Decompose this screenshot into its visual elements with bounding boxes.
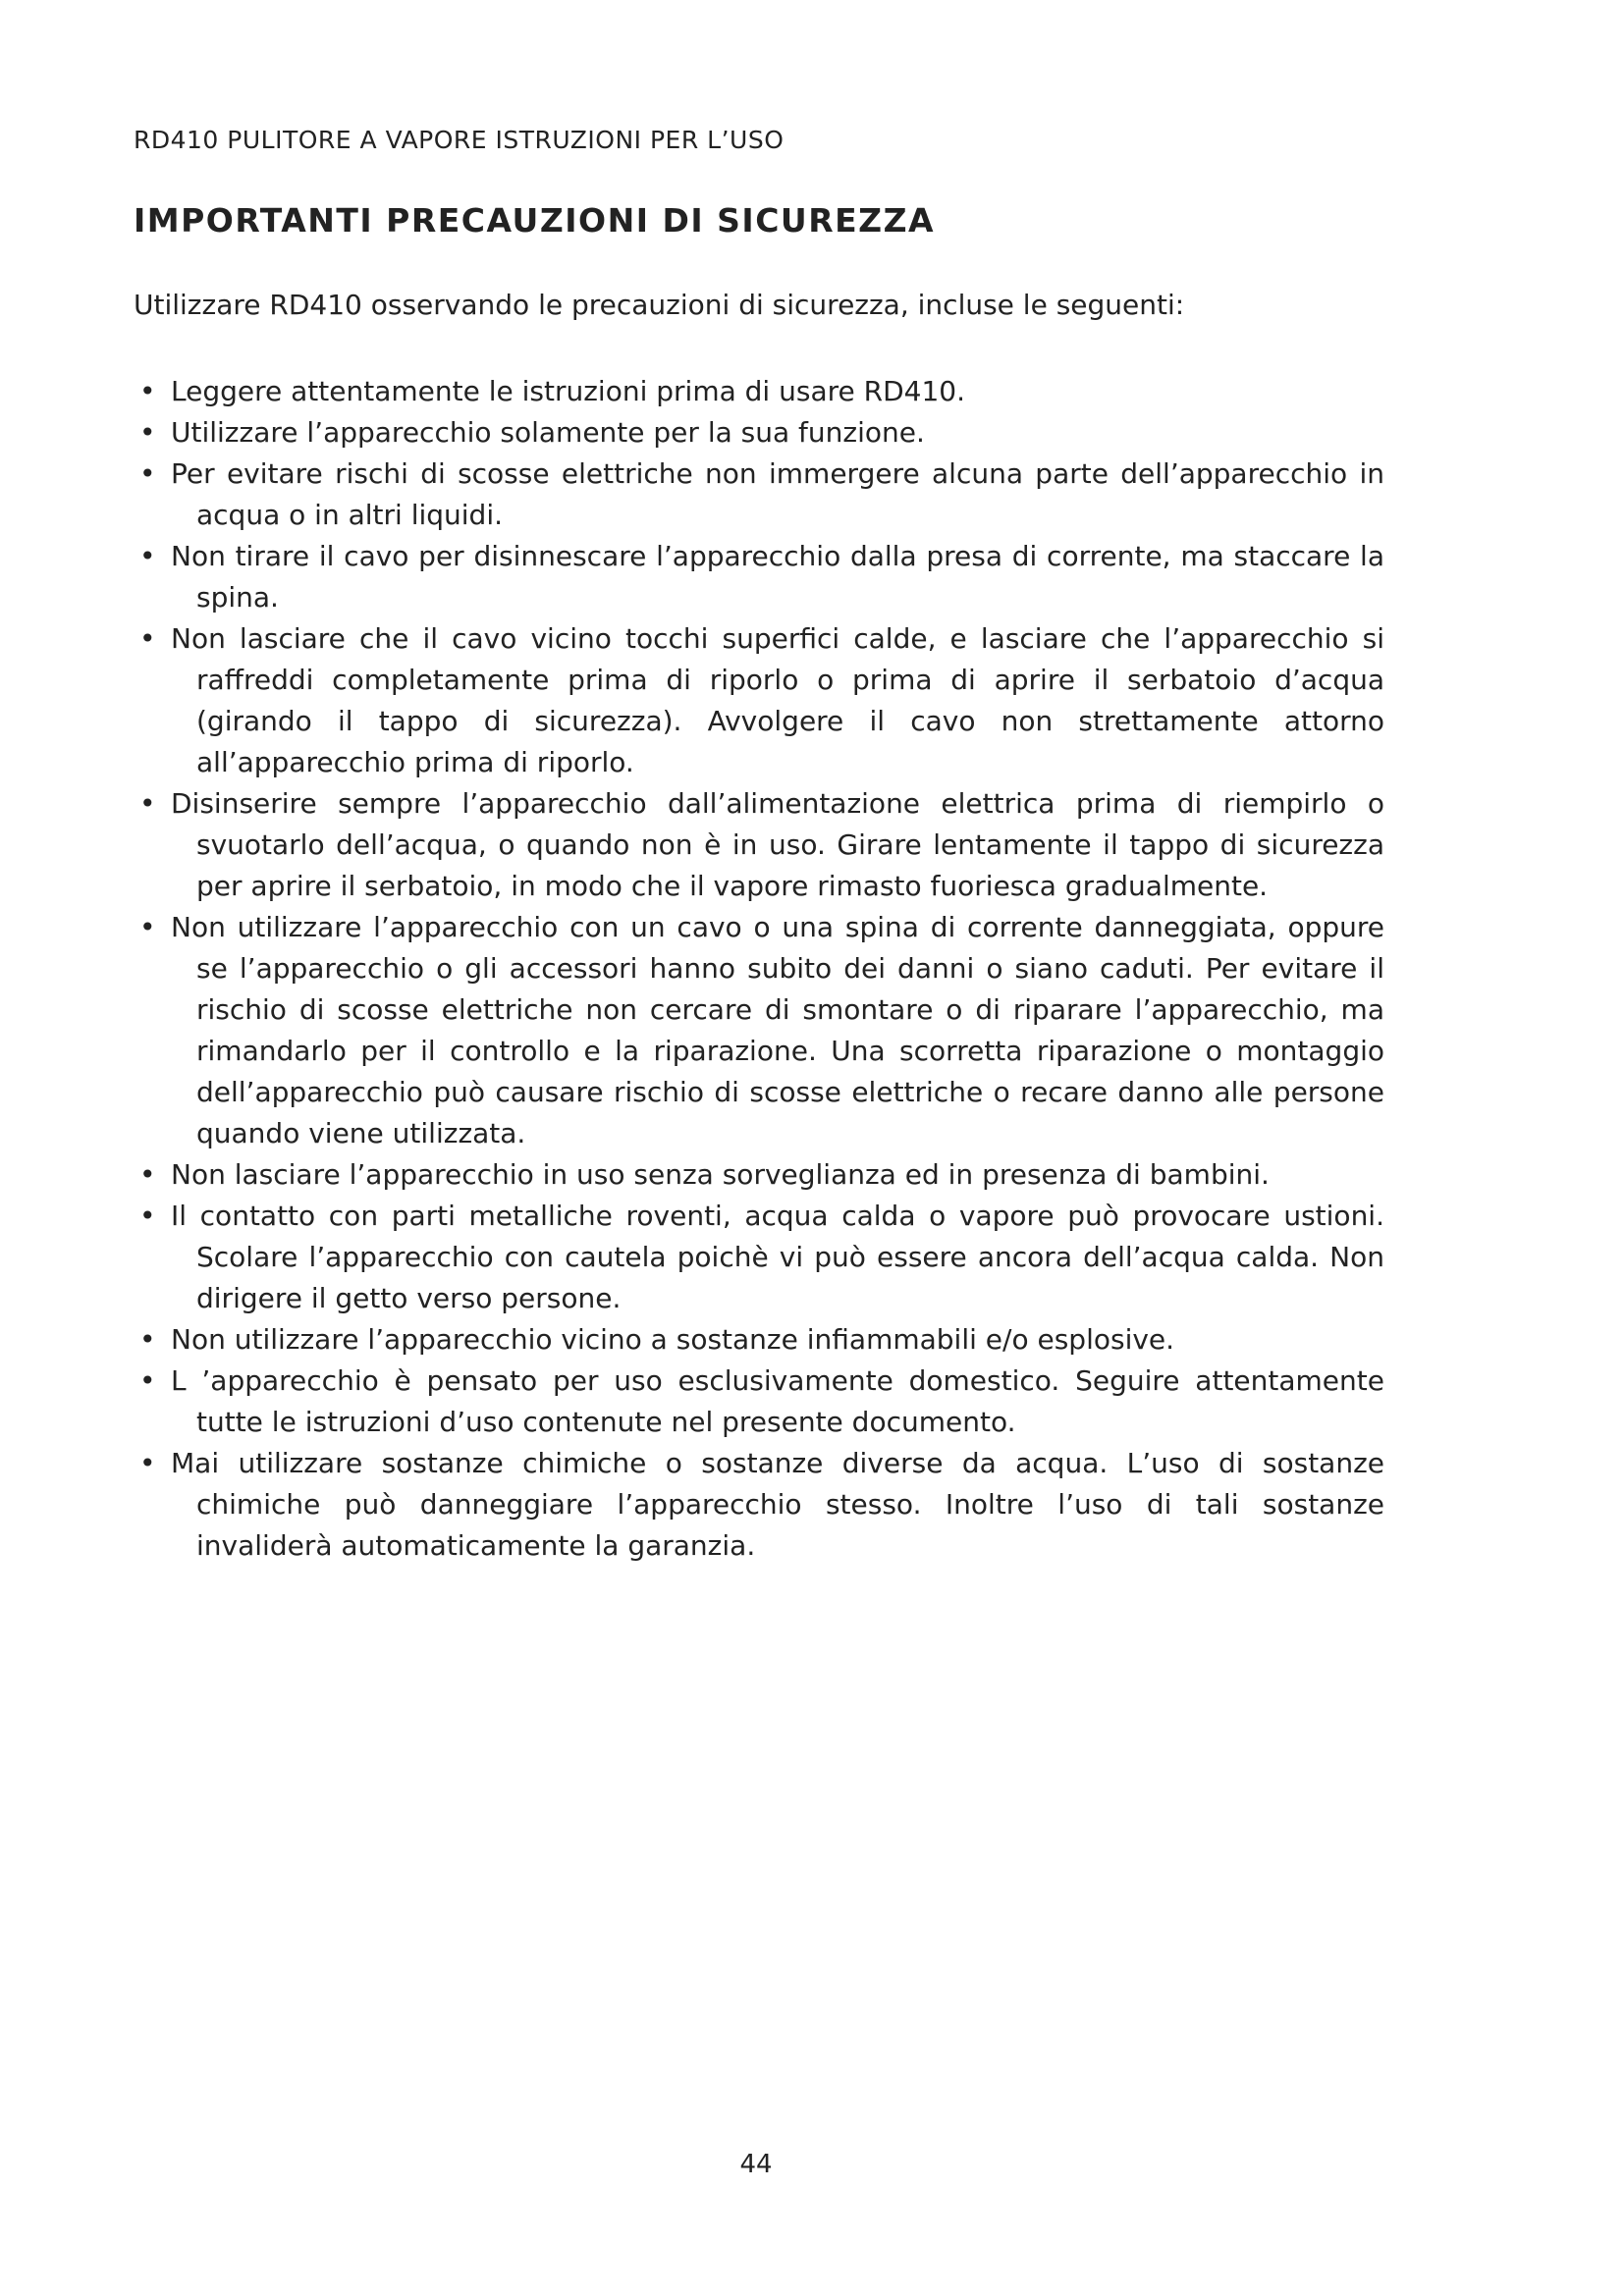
bullet-icon: •	[139, 911, 156, 943]
list-item	[134, 412, 1384, 454]
list-item-text: Non tirare il cavo per disinnescare l’apparecchio dalla presa di corrente, ma staccare la spina.	[171, 540, 1384, 614]
list-item-text: Per evitare rischi di scosse elettriche non immergere alcuna parte dell’apparecchio in acqua o in altri liquidi.	[171, 457, 1384, 531]
bullet-icon: •	[139, 457, 156, 490]
list-item	[134, 1319, 1384, 1361]
running-header: RD410 PULITORE A VAPORE ISTRUZIONI PER L’USO	[134, 126, 785, 154]
list-item	[134, 1443, 1384, 1567]
list-item	[134, 454, 1384, 536]
list-item-text: Utilizzare l’apparecchio solamente per la sua funzione.	[171, 416, 925, 449]
list-item	[134, 1154, 1384, 1196]
bullet-icon: •	[139, 787, 156, 820]
intro-paragraph: Utilizzare RD410 osservando le precauzioni di sicurezza, incluse le seguenti:	[134, 289, 1185, 321]
list-item	[134, 907, 1384, 1154]
bullet-icon: •	[139, 375, 156, 407]
list-item-text: Il contatto con parti metalliche roventi, acqua calda o vapore può provocare ustioni. Scolare l’apparecchio con cautela poichè vi può essere ancora dell’acqua calda. Non dirigere il getto verso persone.	[171, 1200, 1384, 1314]
bullet-icon: •	[139, 1158, 156, 1191]
list-item	[134, 1196, 1384, 1319]
section-title: IMPORTANTI PRECAUZIONI DI SICUREZZA	[134, 201, 936, 240]
list-item	[134, 1361, 1384, 1443]
bullet-icon: •	[139, 416, 156, 449]
list-item	[134, 371, 1384, 412]
list-item-text: Non utilizzare l’apparecchio con un cavo o una spina di corrente danneggiata, oppure se l’apparecchio o gli accessori hanno subito dei danni o siano caduti. Per evitare il rischio di scosse elettriche non cercare di smontare o di riparare l’apparecchio, ma rimandarlo per il controllo e la riparazione. Una scorretta riparazione o montaggio dell’apparecchio può causare rischio di scosse elettriche o recare danno alle persone quando viene utilizzata.	[171, 911, 1384, 1149]
list-item-text: Non lasciare che il cavo vicino tocchi superfici calde, e lasciare che l’apparecchio si raffreddi completamente prima di riporlo o prima di aprire il serbatoio d’acqua (girando il tappo di sicurezza). Avvolgere il cavo non strettamente attorno all’apparecchio prima di riporlo.	[171, 622, 1384, 778]
list-item-text: L ’apparecchio è pensato per uso esclusivamente domestico. Seguire attentamente tutte le istruzioni d’uso contenute nel presente documento.	[171, 1364, 1384, 1438]
list-item	[134, 783, 1384, 907]
safety-precautions-list	[134, 371, 1384, 1567]
list-item-text: Non utilizzare l’apparecchio vicino a sostanze infiammabili e/o esplosive.	[171, 1323, 1175, 1356]
list-item-text: Disinserire sempre l’apparecchio dall’alimentazione elettrica prima di riempirlo o svuotarlo dell’acqua, o quando non è in uso. Girare lentamente il tappo di sicurezza per aprire il serbatoio, in modo che il vapore rimasto fuoriesca gradualmente.	[171, 787, 1384, 902]
bullet-icon: •	[139, 1200, 156, 1232]
list-item	[134, 536, 1384, 618]
bullet-icon: •	[139, 540, 156, 572]
bullet-icon: •	[139, 1323, 156, 1356]
list-item-text: Non lasciare l’apparecchio in uso senza sorveglianza ed in presenza di bambini.	[171, 1158, 1270, 1191]
page-number: 44	[739, 2150, 773, 2179]
bullet-icon: •	[139, 1364, 156, 1397]
list-item	[134, 618, 1384, 783]
list-item-text: Mai utilizzare sostanze chimiche o sostanze diverse da acqua. L’uso di sostanze chimiche può danneggiare l’apparecchio stesso. Inoltre l’uso di tali sostanze invaliderà automaticamente la garanzia.	[171, 1447, 1384, 1562]
list-item-text: Leggere attentamente le istruzioni prima di usare RD410.	[171, 375, 965, 407]
bullet-icon: •	[139, 622, 156, 655]
bullet-icon: •	[139, 1447, 156, 1479]
